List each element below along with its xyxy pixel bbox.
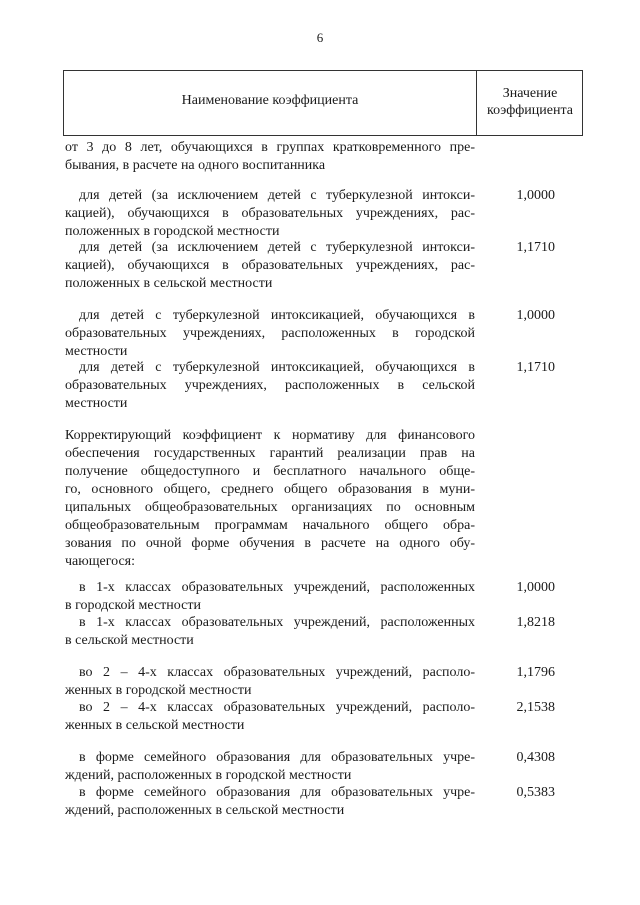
coefficient-name-line: во 2 – 4-х классах образовательных учреждений, располо-	[79, 665, 475, 680]
coefficient-name-line: женных в городской местности	[65, 683, 252, 698]
coefficient-value: 1,0000	[516, 308, 555, 323]
coefficient-name-line: Корректирующий коэффициент к нормативу для финансового	[65, 428, 475, 443]
coefficient-name-line: чающегося:	[65, 554, 135, 569]
coefficient-value: 0,5383	[516, 785, 555, 800]
coefficient-name-line: в форме семейного образования для образовательных учре-	[79, 750, 475, 765]
coefficient-name-line: для детей с туберкулезной интоксикацией, обучающихся в	[79, 308, 475, 323]
coefficient-value: 2,1538	[516, 700, 555, 715]
coefficient-value: 1,1710	[516, 240, 555, 255]
coefficient-name-line: женных в сельской местности	[65, 718, 245, 733]
coefficient-name	[65, 579, 475, 615]
coefficient-value: 1,0000	[516, 188, 555, 203]
coefficient-name-line: бывания, в расчете на одного воспитанника	[65, 158, 326, 173]
coefficient-name-line: ципальных общеобразовательных организациях по основным	[65, 500, 475, 515]
coefficient-name-line: образовательных учреждениях, расположенных в сельской	[65, 378, 475, 393]
coefficient-value: 1,8218	[516, 615, 555, 630]
coefficient-name-line: го, основного общего, среднего общего образования в муни-	[65, 482, 475, 497]
coefficient-name-line: в 1-х классах образовательных учреждений, расположенных	[79, 615, 475, 630]
coefficient-name-line: кацией), обучающихся в образовательных учреждениях, рас-	[65, 258, 475, 273]
table-row	[65, 749, 585, 785]
coefficient-name-line: получение общедоступного и бесплатного начального обще-	[65, 464, 475, 479]
table-row	[65, 359, 585, 413]
coefficient-name	[65, 614, 475, 650]
coefficient-name	[65, 307, 475, 361]
coefficient-name-line: кацией), обучающихся в образовательных учреждениях, рас-	[65, 206, 475, 221]
coefficient-name-line: в форме семейного образования для образовательных учре-	[79, 785, 475, 800]
coefficient-name-line: положенных в сельской местности	[65, 276, 273, 291]
coefficient-name-line: в сельской местности	[65, 633, 194, 648]
table-header	[63, 70, 583, 136]
coefficient-name-line: от 3 до 8 лет, обучающихся в группах кратковременного пре-	[65, 140, 475, 155]
table-row	[65, 187, 585, 241]
coefficient-name	[65, 359, 475, 413]
table-row	[65, 579, 585, 615]
coefficient-name-line: местности	[65, 396, 128, 411]
table-row	[65, 139, 585, 175]
table-row	[65, 427, 585, 571]
table-row	[65, 239, 585, 293]
table-row	[65, 784, 585, 820]
coefficient-name-line: для детей (за исключением детей с туберкулезной интокси-	[79, 240, 475, 255]
coefficient-name-line: для детей (за исключением детей с туберкулезной интокси-	[79, 188, 475, 203]
coefficient-name-line: зования по очной форме обучения в расчете на одного обу-	[65, 536, 475, 551]
table-row	[65, 664, 585, 700]
coefficient-name-line: местности	[65, 344, 128, 359]
coefficient-name-line: положенных в городской местности	[65, 224, 280, 239]
coefficient-name	[65, 139, 475, 175]
column-header-name: Наименование коэффициента	[181, 93, 359, 108]
coefficient-name	[65, 749, 475, 785]
coefficient-name	[65, 664, 475, 700]
coefficient-name-line: в городской местности	[65, 598, 201, 613]
coefficient-name-line: образовательных учреждениях, расположенных в городской	[65, 326, 475, 341]
coefficient-name-line: для детей с туберкулезной интоксикацией, обучающихся в	[79, 360, 475, 375]
column-header-value-line2: коэффициента	[487, 103, 573, 118]
coefficient-name-line: общеобразовательным программам начального общего обра-	[65, 518, 475, 533]
coefficient-name	[65, 187, 475, 241]
coefficient-name	[65, 427, 475, 571]
page-number: 6	[316, 30, 324, 45]
table-row	[65, 307, 585, 361]
coefficient-name-line: в 1-х классах образовательных учреждений, расположенных	[79, 580, 475, 595]
coefficient-name-line: ждений, расположенных в городской местности	[65, 768, 352, 783]
column-header-value	[477, 85, 583, 119]
coefficient-value: 1,1796	[516, 665, 555, 680]
coefficient-name	[65, 784, 475, 820]
coefficient-name-line: ждений, расположенных в сельской местности	[65, 803, 345, 818]
coefficient-name	[65, 699, 475, 735]
coefficient-name	[65, 239, 475, 293]
coefficient-value: 1,1710	[516, 360, 555, 375]
coefficient-value: 1,0000	[516, 580, 555, 595]
coefficient-value: 0,4308	[516, 750, 555, 765]
table-row	[65, 699, 585, 735]
coefficient-name-line: обеспечения государственных гарантий реализации прав на	[65, 446, 475, 461]
table-row	[65, 614, 585, 650]
coefficient-name-line: во 2 – 4-х классах образовательных учреждений, располо-	[79, 700, 475, 715]
column-header-value-line1: Значение	[502, 86, 558, 101]
